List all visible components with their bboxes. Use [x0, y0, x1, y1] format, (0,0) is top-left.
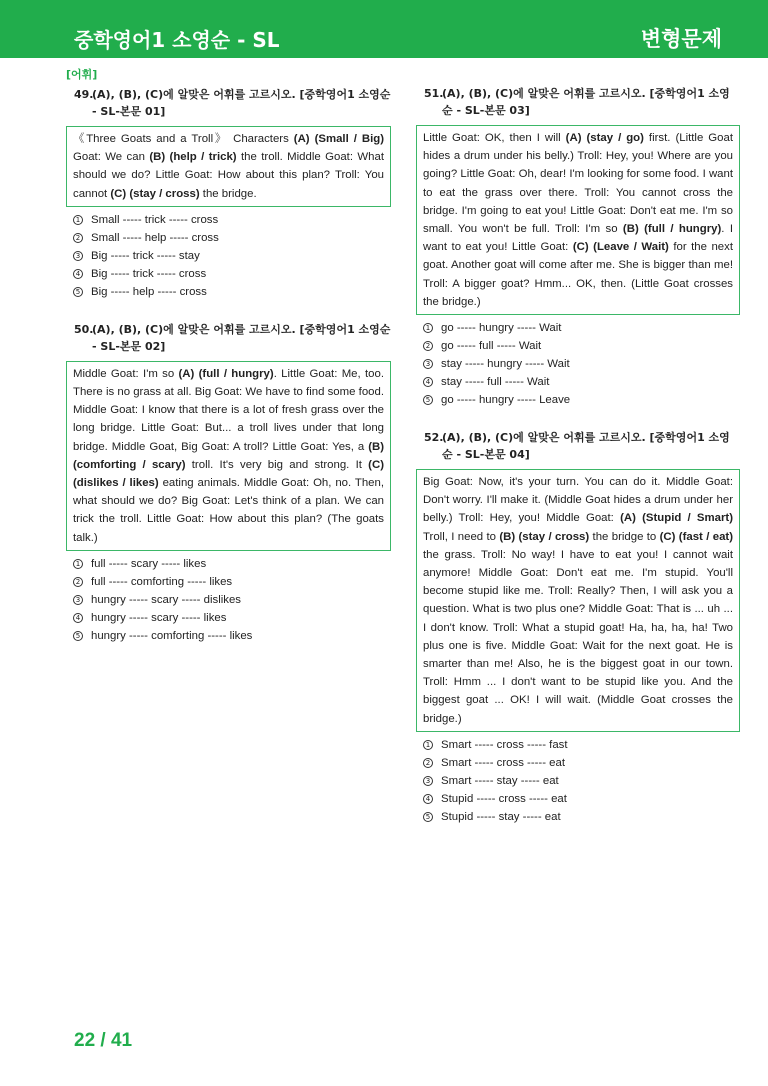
vocab-option: (B) (help / trick) [149, 151, 237, 164]
passage-text: eating animals. Middle Goat: Oh, no. Then, what should we do? Big Goat: Let's think of a plan. We can trick the troll. Little Goat: How about this plan? (The goats talk.) [73, 477, 384, 544]
passage-text: the bridge. [199, 187, 257, 200]
choice-text: Big ----- help ----- cross [91, 285, 207, 298]
question-number: 49. [74, 88, 94, 101]
question-text: (A), (B), (C)에 알맞은 어휘를 고르시오. [중학영어1 소영순 - SL-본문 03] [442, 87, 730, 117]
choice-number-icon: 3 [423, 776, 433, 786]
question-text: (A), (B), (C)에 알맞은 어휘를 고르시오. [중학영어1 소영순 - SL-본문 04] [442, 431, 730, 462]
choice-text: Smart ----- cross ----- fast [441, 738, 568, 751]
answer-choice[interactable] [66, 573, 391, 591]
answer-choice[interactable] [416, 790, 740, 808]
passage-text: Goat: We can [73, 151, 150, 164]
passage-text: first. (Little Goat hides a drum under his belly.) Troll: Hey, you! Where are you going? Little Goat: Oh, dear! I'm looking for some food. I want to eat the grass over there. Troll: You cannot cross the bridge. I'm going to eat you! Little Goat: Don't eat me. I'm so small. You won't be full. Troll: I'm so [423, 132, 733, 236]
question-51 [416, 85, 740, 409]
passage-text: . Little Goat: Me, too. There is no grass at all. Big Goat: We have to find some food. Middle Goat: I know that there is a lot of fresh grass over the long bridge. Little Goat: But... a troll lives under that long bridge. Middle Goat, Big Goat: A troll? Little Goat: Yes, a [73, 367, 384, 453]
answer-choice[interactable] [416, 808, 740, 826]
passage-box [66, 361, 391, 551]
choice-number-icon: 4 [73, 613, 83, 623]
vocab-option: (A) (Stupid / Smart) [620, 512, 733, 525]
answer-choice[interactable] [66, 265, 391, 283]
answer-choice[interactable] [66, 211, 391, 229]
choice-text: go ----- hungry ----- Wait [441, 322, 562, 335]
choice-number-icon: 5 [73, 287, 83, 297]
answer-choices [66, 211, 391, 301]
passage-text: troll. It's very big and strong. It [185, 458, 369, 471]
choice-number-icon: 3 [423, 359, 433, 369]
vocab-option: (B) (comforting / scary) [73, 440, 384, 471]
vocab-option: (A) (stay / go) [565, 132, 644, 144]
choice-text: stay ----- hungry ----- Wait [441, 358, 570, 371]
choice-number-icon: 3 [73, 251, 83, 261]
passage-box [416, 469, 740, 732]
vocab-option: (C) (fast / eat) [659, 530, 733, 543]
passage-text: Little Goat: OK, then I will [423, 132, 566, 144]
passage-text: the grass. Troll: No way! I have to eat you! I cannot wait anymore! Middle Goat: Don't eat me. I'm stupid. You'll become stupid like me. Troll: Really? Then, I will ask you a question. What is two plus one? Middle Goat: That is ... uh ... I don't know. Troll: What a stupid goat! Ha, ha, ha, ha! Two plus one is five. Middle Goat: Wait for the next goat. He is smarter than me! Also, he is the biggest goat in our town. Troll: Hmm ... I don't want to be stupid like you. And the biggest goat ... OK! I will wait. (Middle Goat crosses the bridge.) [423, 548, 733, 725]
question-number: 50. [74, 322, 94, 336]
choice-text: full ----- scary ----- likes [91, 557, 207, 570]
passage-box [66, 126, 391, 207]
question-number: 52. [424, 431, 444, 445]
page-header [0, 0, 768, 58]
choice-text: Small ----- help ----- cross [91, 231, 219, 244]
choice-text: hungry ----- comforting ----- likes [91, 629, 253, 642]
answer-choice[interactable] [66, 591, 391, 609]
choice-number-icon: 2 [73, 233, 83, 243]
choice-number-icon: 1 [73, 559, 83, 569]
question-49 [66, 86, 391, 301]
passage-text: 《Three Goats and a Troll》 Characters [73, 133, 294, 145]
question-text: (A), (B), (C)에 알맞은 어휘를 고르시오. [중학영어1 소영순 - SL-본문 01] [92, 88, 391, 118]
choice-text: Smart ----- stay ----- eat [441, 774, 559, 787]
answer-choice[interactable] [416, 754, 740, 772]
choice-text: Small ----- trick ----- cross [91, 213, 219, 226]
vocab-option: (C) (stay / cross) [110, 187, 200, 200]
choice-text: go ----- hungry ----- Leave [441, 394, 571, 407]
page-number: 22 / 41 [74, 1030, 133, 1051]
passage-text: the bridge to [589, 530, 660, 543]
answer-choice[interactable] [66, 555, 391, 573]
choice-number-icon: 3 [73, 595, 83, 605]
choice-text: stay ----- full ----- Wait [441, 376, 550, 389]
question-prompt [66, 86, 391, 120]
answer-choices [66, 555, 391, 645]
passage-text: . I want to eat you! Little Goat: [423, 223, 733, 254]
choice-number-icon: 5 [423, 812, 433, 822]
choice-text: go ----- full ----- Wait [441, 340, 542, 353]
choice-number-icon: 2 [423, 758, 433, 768]
choice-text: Big ----- trick ----- stay [91, 249, 200, 262]
choice-number-icon: 1 [423, 323, 433, 333]
answer-choice[interactable] [416, 319, 740, 337]
question-number: 51. [424, 87, 444, 100]
choice-number-icon: 4 [423, 794, 433, 804]
choice-number-icon: 1 [423, 740, 433, 750]
left-column [66, 66, 391, 645]
choice-number-icon: 5 [73, 631, 83, 641]
question-prompt [66, 321, 391, 355]
vocab-option: (B) (stay / cross) [499, 530, 590, 543]
answer-choice[interactable] [416, 373, 740, 391]
answer-choices [416, 319, 740, 409]
question-50 [66, 321, 391, 645]
choice-number-icon: 4 [423, 377, 433, 387]
choice-text: Big ----- trick ----- cross [91, 267, 207, 280]
answer-choice[interactable] [416, 337, 740, 355]
question-text: (A), (B), (C)에 알맞은 어휘를 고르시오. [중학영어1 소영순 - SL-본문 02] [92, 322, 391, 353]
right-column [416, 66, 740, 826]
choice-number-icon: 2 [73, 577, 83, 587]
document-title: 중학영어1 소영순 - SL [74, 28, 280, 52]
answer-choice[interactable] [66, 283, 391, 301]
choice-text: Smart ----- cross ----- eat [441, 756, 566, 769]
answer-choice[interactable] [416, 736, 740, 754]
section-label: [어휘] [66, 68, 98, 81]
choice-text: Stupid ----- stay ----- eat [441, 810, 561, 823]
choice-number-icon: 1 [73, 215, 83, 225]
answer-choices [416, 736, 740, 826]
answer-choice[interactable] [66, 229, 391, 247]
vocab-option: (A) (Small / Big) [293, 133, 385, 145]
answer-choice[interactable] [416, 355, 740, 373]
passage-text: Big Goat: Now, it's your turn. You can do it. Middle Goat: Don't worry. I'll make it. (Middle Goat hides a drum under her belly.) Troll: Hey, you! Middle Goat: [423, 476, 733, 525]
passage-text: for the next goat. Another goat will come after me. She is bigger than me! Troll: A bigger goat? Hmm... OK, then. (Little Goat crosses the bridge.) [423, 241, 733, 308]
passage-text: the troll. Middle Goat: What should we do? Little Goat: How about this plan? Troll: You cannot [73, 151, 384, 200]
choice-text: full ----- comforting ----- likes [91, 575, 233, 588]
vocab-option: (C) (Leave / Wait) [572, 241, 669, 254]
passage-text: Middle Goat: I'm so [73, 367, 179, 380]
answer-choice[interactable] [66, 609, 391, 627]
passage-text: Troll, I need to [423, 530, 500, 543]
question-52 [416, 429, 740, 826]
answer-choice[interactable] [66, 247, 391, 265]
vocab-option: (A) (full / hungry) [178, 367, 274, 380]
choice-number-icon: 5 [423, 395, 433, 405]
choice-text: hungry ----- scary ----- dislikes [91, 593, 241, 606]
question-prompt [416, 429, 740, 463]
choice-number-icon: 4 [73, 269, 83, 279]
answer-choice[interactable] [416, 391, 740, 409]
question-prompt [416, 85, 740, 119]
passage-box [416, 125, 740, 315]
document-category: 변형문제 [640, 27, 722, 51]
answer-choice[interactable] [416, 772, 740, 790]
vocab-option: (B) (full / hungry) [622, 223, 722, 236]
choice-text: Stupid ----- cross ----- eat [441, 792, 567, 805]
choice-text: hungry ----- scary ----- likes [91, 611, 227, 624]
choice-number-icon: 2 [423, 341, 433, 351]
answer-choice[interactable] [66, 627, 391, 645]
vocab-option: (C) (dislikes / likes) [73, 458, 384, 490]
